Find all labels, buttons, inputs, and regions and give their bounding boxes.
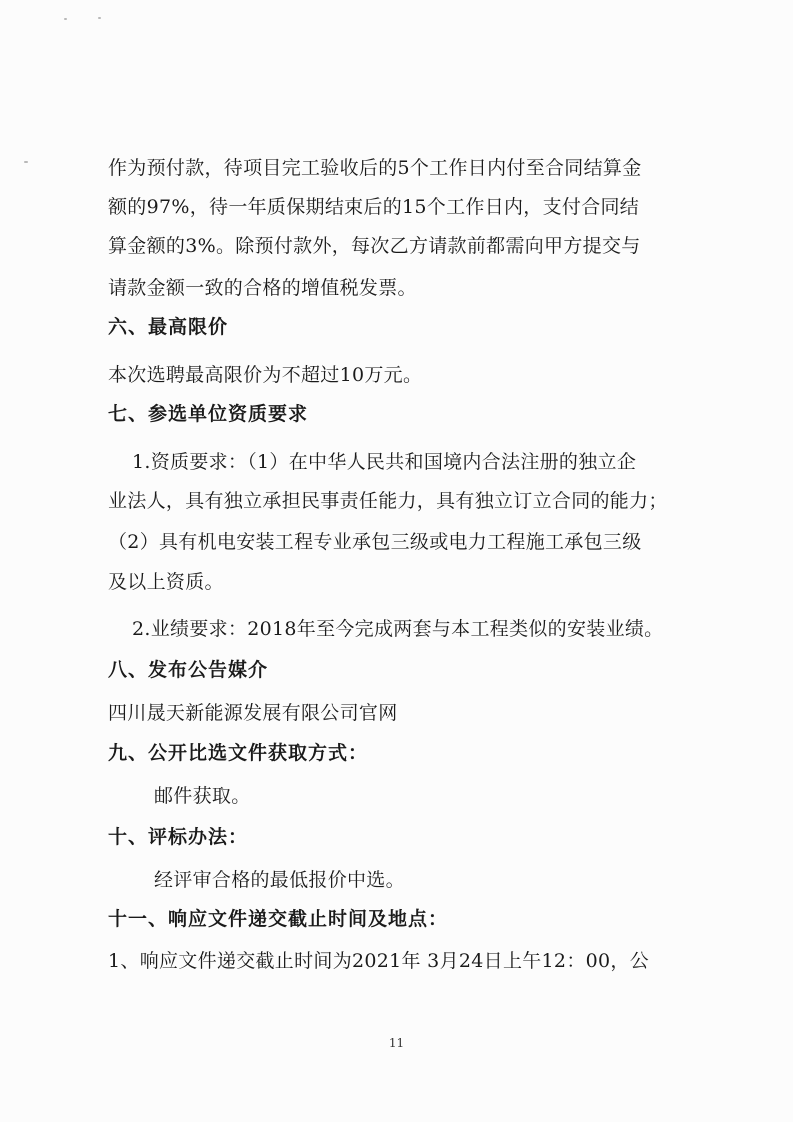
section-heading: 十一、响应文件递交截止时间及地点： [108, 908, 449, 930]
section-heading: 八、发布公告媒介 [108, 659, 269, 681]
body-line: 四川晟天新能源发展有限公司官网 [108, 702, 398, 724]
body-line: 1.资质要求：（1）在中华人民共和国境内合法注册的独立企 [132, 451, 637, 473]
page-number: 11 [388, 1036, 405, 1050]
body-line: 业法人，具有独立承担民事责任能力，具有独立订立合同的能力； [108, 490, 668, 512]
body-line: 邮件获取。 [154, 785, 251, 807]
body-line: 1、响应文件递交截止时间为2021年 3月24日上午12：00，公 [108, 950, 650, 972]
body-line: 作为预付款，待项目完工验收后的5个工作日内付至合同结算金 [108, 157, 642, 179]
body-line: 及以上资质。 [108, 571, 224, 593]
body-line: 额的97%，待一年质保期结束后的15个工作日内，支付合同结 [108, 196, 640, 218]
body-line: 经评审合格的最低报价中选。 [154, 869, 405, 891]
body-line: 本次选聘最高限价为不超过10万元。 [108, 364, 423, 386]
scan-dot [24, 161, 28, 163]
section-heading: 六、最高限价 [108, 316, 229, 338]
section-heading: 九、公开比选文件获取方式： [108, 742, 369, 764]
section-heading: 十、评标办法： [108, 826, 249, 848]
section-heading: 七、参选单位资质要求 [108, 403, 309, 425]
body-line: （2）具有机电安装工程专业承包三级或电力工程施工承包三级 [108, 531, 642, 553]
body-line: 算金额的3%。除预付款外，每次乙方请款前都需向甲方提交与 [108, 235, 641, 257]
body-line: 2.业绩要求：2018年至今完成两套与本工程类似的安装业绩。 [132, 618, 664, 640]
scan-dot [64, 18, 67, 20]
scan-dot [98, 17, 101, 19]
body-line: 请款金额一致的合格的增值税发票。 [108, 277, 417, 299]
